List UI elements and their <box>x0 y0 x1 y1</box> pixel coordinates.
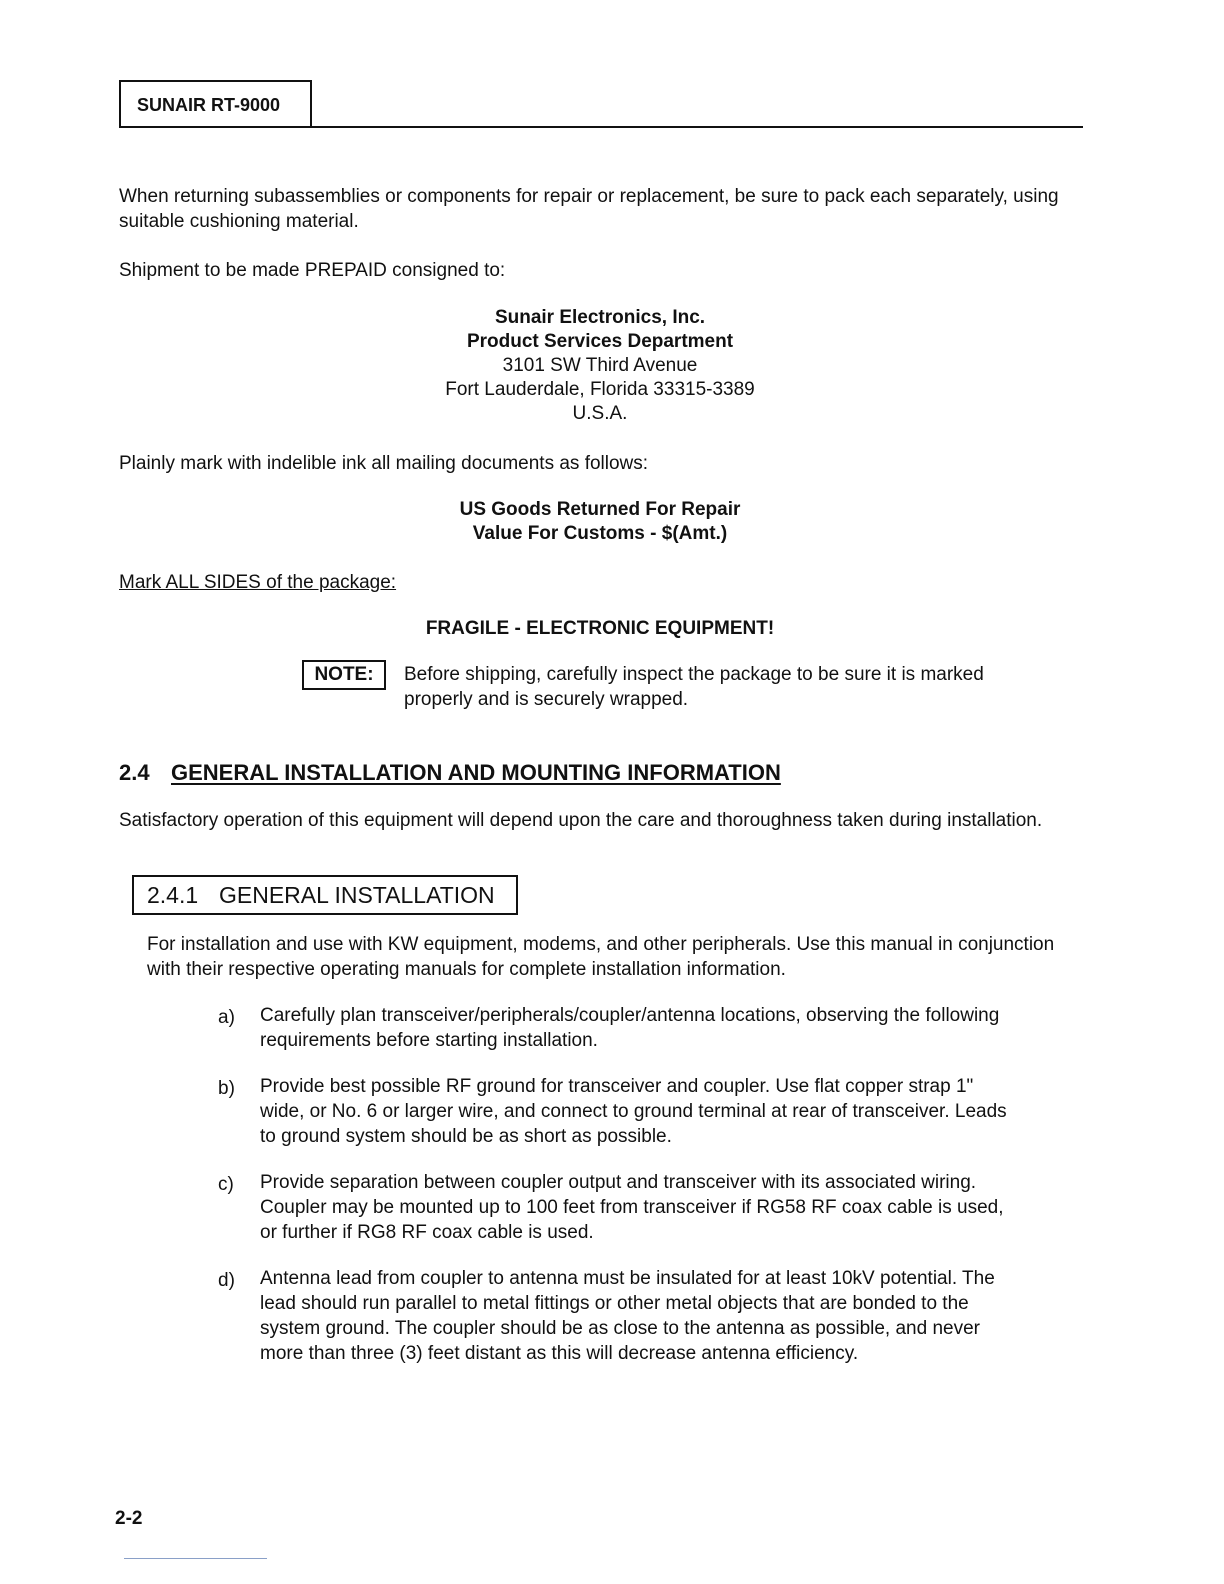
packing-paragraph: When returning subassemblies or components for repair or replacement, be sure to pack each separately, using suitable cushioning material. <box>119 186 1059 232</box>
footer-rule <box>124 1558 267 1559</box>
mailing-instruction: Plainly mark with indelible ink all mailing documents as follows: <box>119 453 649 474</box>
section-title: GENERAL INSTALLATION AND MOUNTING INFORMATION <box>171 760 781 785</box>
list-item-text: Provide separation between coupler output and transceiver with its associated wiring. Coupler may be mounted up to 100 feet from transceiver if RG58 RF coax cable is used, or further if RG8 RF coax cable is used. <box>260 1172 1004 1243</box>
list-item-marker: d) <box>218 1270 235 1291</box>
list-item-text: Carefully plan transceiver/peripherals/coupler/antenna locations, observing the following requirements before starting installation. <box>260 1005 1000 1051</box>
subsection-title: GENERAL INSTALLATION <box>219 882 495 908</box>
note-label: NOTE: <box>302 660 386 690</box>
list-item-text: Provide best possible RF ground for transceiver and coupler. Use flat copper strap 1" wide, or No. 6 or larger wire, and connect to ground terminal at rear of transceiver. Leads to ground system should be as short as possible. <box>260 1076 1007 1147</box>
page-number: 2-2 <box>115 1508 143 1529</box>
list-item-marker: a) <box>218 1007 235 1028</box>
header-rule <box>119 126 1083 128</box>
note-text: Before shipping, carefully inspect the package to be sure it is marked properly and is securely wrapped. <box>404 664 984 710</box>
section-heading <box>119 758 781 788</box>
list-item-text: Antenna lead from coupler to antenna must be insulated for at least 10kV potential. The lead should run parallel to metal fittings or other metal objects that are bonded to the system ground. The coupler should be as close to the antenna as possible, and never more than three (3) feet distant as this will decrease antenna efficiency. <box>260 1268 995 1364</box>
subsection-intro: For installation and use with KW equipment, modems, and other peripherals. Use this manual in conjunction with their respective operating manuals for complete installation information. <box>147 934 1055 980</box>
section-number: 2.4 <box>119 760 150 785</box>
address-city: Fort Lauderdale, Florida 33315-3389 <box>445 379 755 400</box>
mailing-line-2: Value For Customs - $(Amt.) <box>472 523 728 544</box>
address-street: 3101 SW Third Avenue <box>502 355 698 376</box>
address-company: Sunair Electronics, Inc. <box>494 307 706 328</box>
package-fragile-label: FRAGILE - ELECTRONIC EQUIPMENT! <box>425 618 775 639</box>
package-instruction: Mark ALL SIDES of the package: <box>119 572 397 593</box>
address-country: U.S.A. <box>572 403 628 424</box>
list-item-marker: c) <box>218 1174 234 1195</box>
list-item-marker: b) <box>218 1078 235 1099</box>
subsection-heading <box>132 875 518 915</box>
section-intro: Satisfactory operation of this equipment will depend upon the care and thoroughness taken during installation. <box>119 810 1043 831</box>
document-header-label: SUNAIR RT-9000 <box>119 80 312 126</box>
mailing-line-1: US Goods Returned For Repair <box>459 499 741 520</box>
address-department: Product Services Department <box>466 331 734 352</box>
shipment-paragraph: Shipment to be made PREPAID consigned to: <box>119 260 506 281</box>
subsection-number: 2.4.1 <box>147 882 199 908</box>
